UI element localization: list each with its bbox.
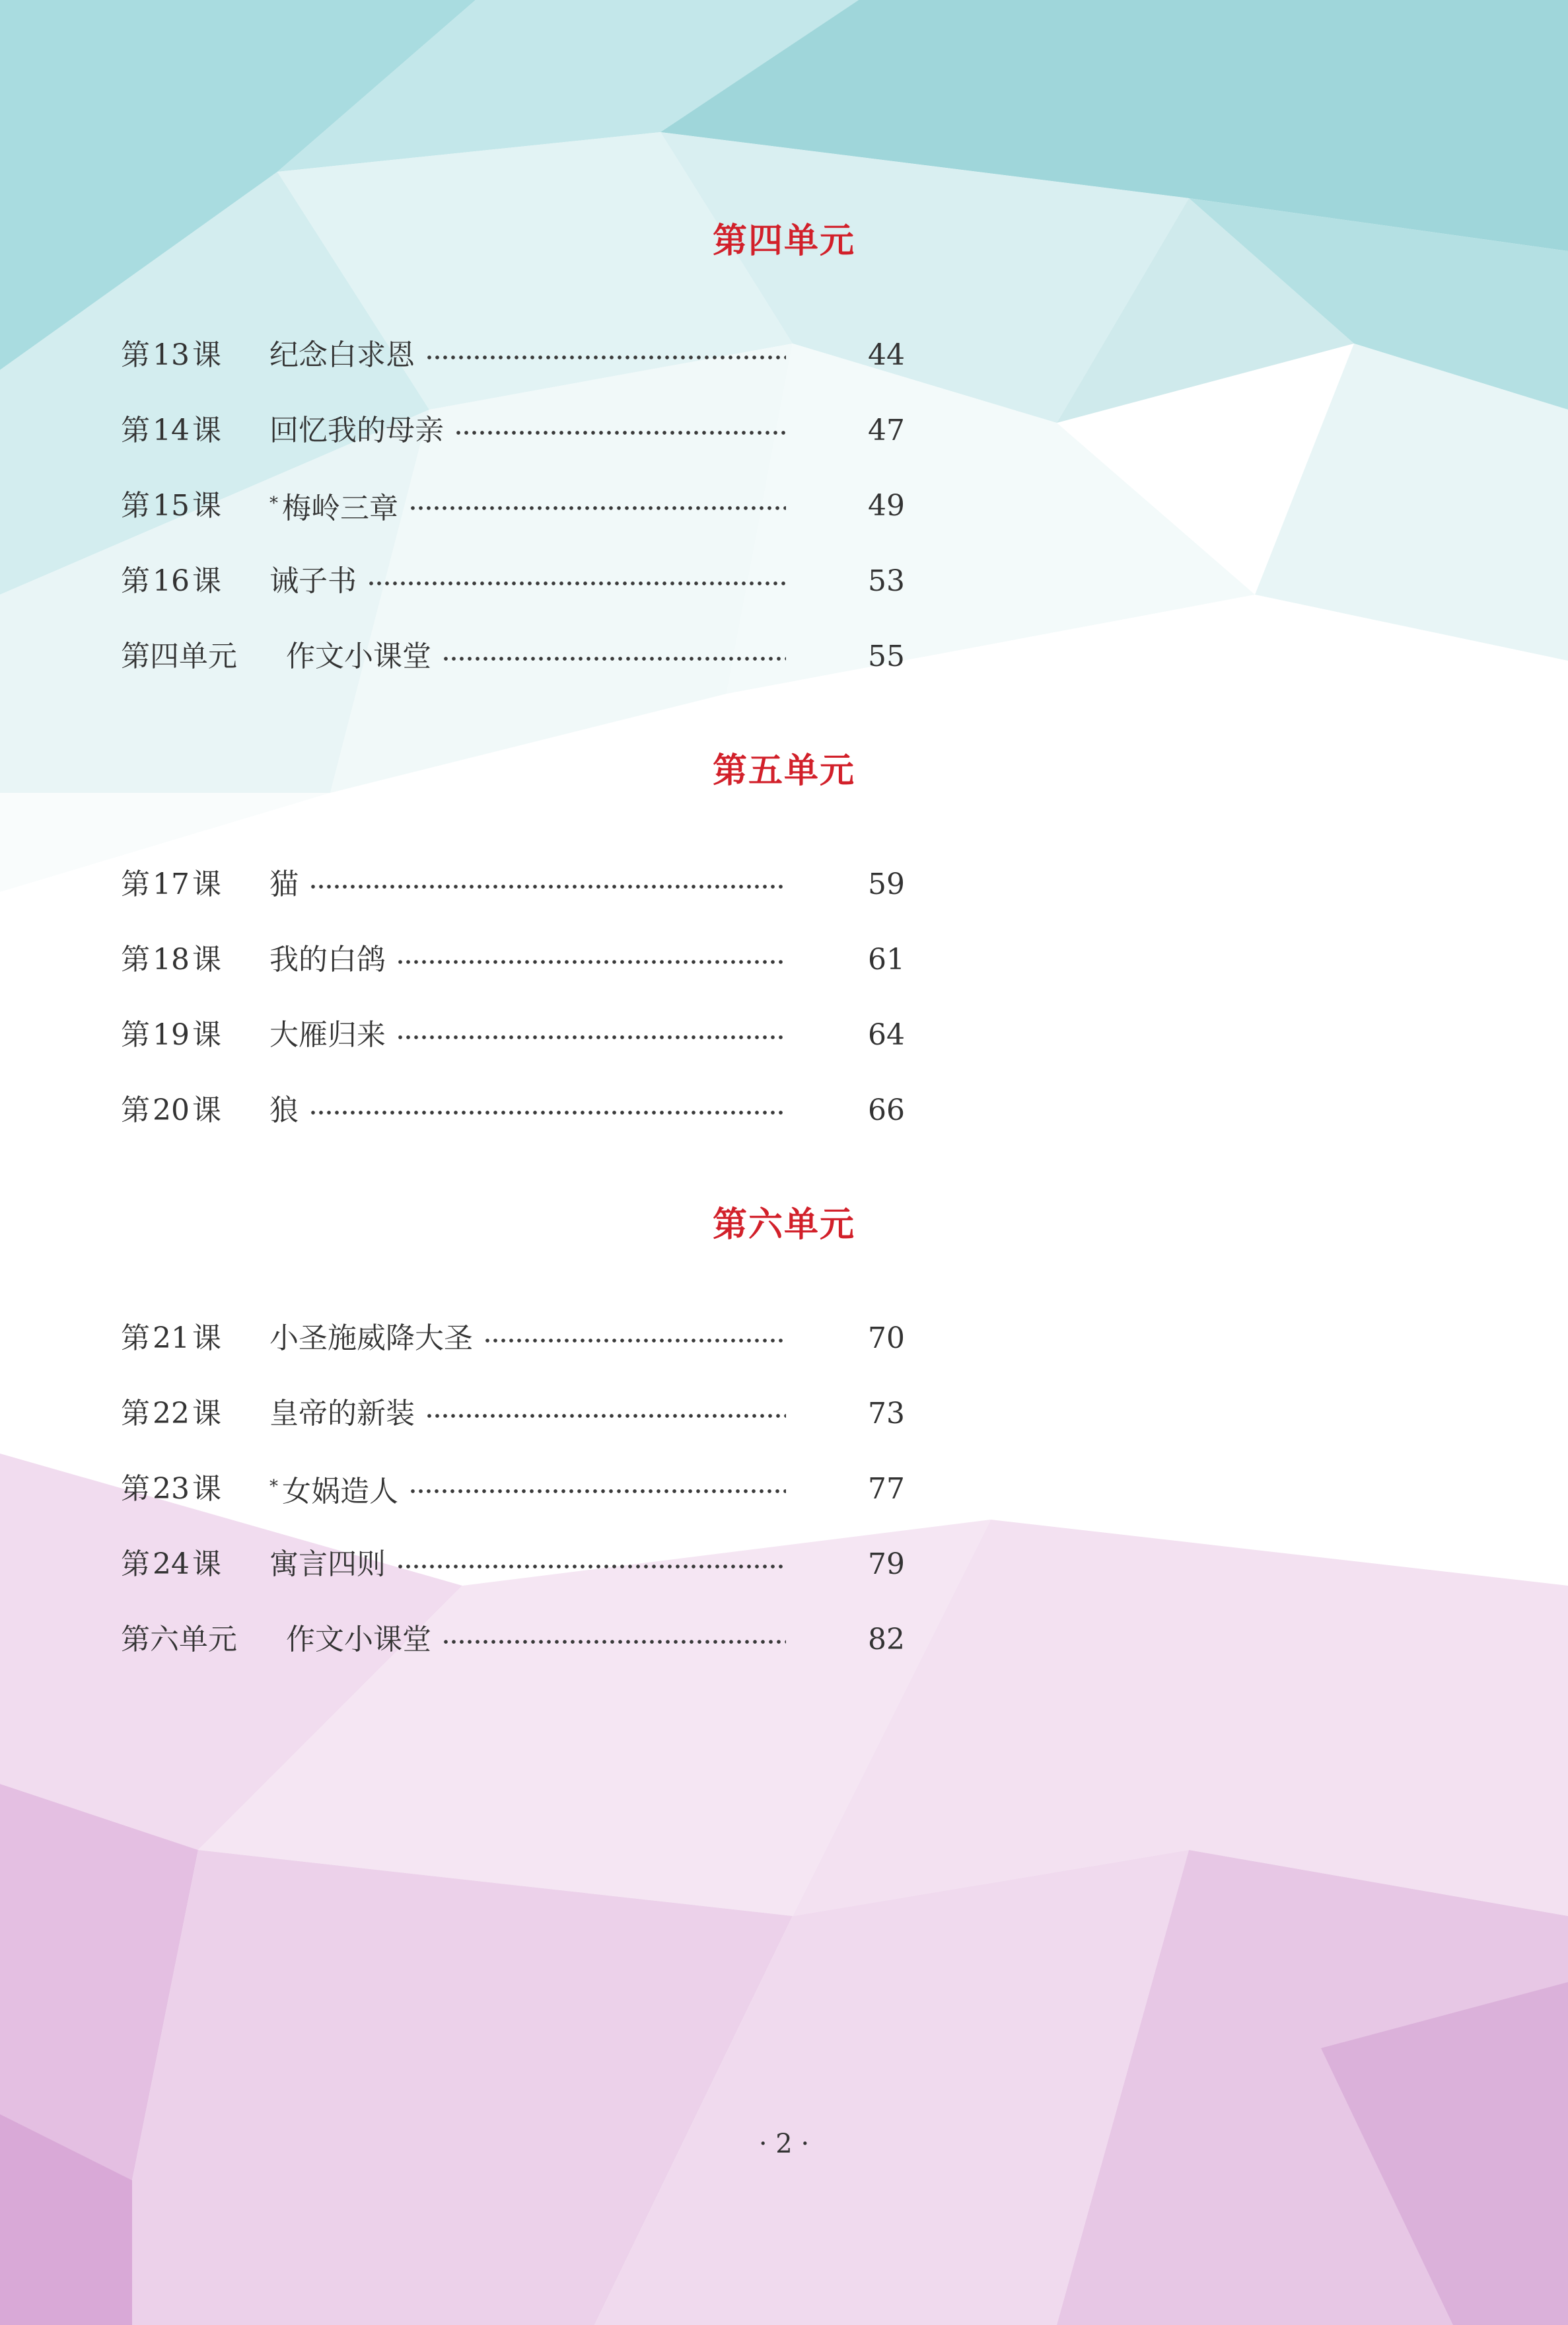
page-number: 70	[868, 1321, 905, 1355]
page-number: 61	[868, 943, 905, 977]
toc-entry-composition[interactable]	[121, 1620, 905, 1660]
optional-marker: *	[269, 494, 278, 513]
lesson-label: 第22课	[121, 1397, 221, 1430]
entry-title: 作文小课堂	[286, 1623, 431, 1656]
dot-leader	[454, 430, 786, 435]
entry-title: 大雁归来	[269, 1018, 386, 1052]
entry-title: 皇帝的新装	[269, 1397, 415, 1430]
entry-title: 小圣施威降大圣	[269, 1321, 473, 1355]
toc-entry[interactable]	[121, 336, 905, 375]
page-number: 79	[868, 1547, 905, 1581]
toc-entry[interactable]	[121, 411, 905, 451]
dot-leader	[409, 1489, 786, 1494]
dot-leader	[442, 656, 786, 661]
page-number: 82	[868, 1623, 905, 1656]
dot-leader	[483, 1338, 786, 1343]
toc-entry[interactable]	[121, 1319, 905, 1358]
section-title: 第六单元	[712, 1205, 855, 1245]
dot-leader	[396, 1035, 786, 1040]
lesson-label: 第19课	[121, 1018, 221, 1052]
section-title: 第四单元	[712, 221, 855, 261]
dot-leader	[425, 1413, 786, 1419]
toc-entry[interactable]	[121, 940, 905, 980]
page-number: 53	[868, 564, 905, 598]
page-number: 44	[868, 338, 905, 372]
entry-title: 猫	[269, 867, 299, 901]
toc-entry[interactable]	[121, 1469, 905, 1509]
lesson-label: 第21课	[121, 1321, 221, 1355]
toc-entry[interactable]	[121, 562, 905, 601]
lesson-label: 第15课	[121, 489, 221, 523]
entry-title: 回忆我的母亲	[269, 414, 444, 447]
dot-leader	[442, 1639, 786, 1644]
page-number: 73	[868, 1397, 905, 1430]
page-number: 47	[868, 414, 905, 447]
lesson-label: 第16课	[121, 564, 221, 598]
entry-title: 纪念白求恩	[269, 338, 415, 372]
toc-entry[interactable]	[121, 1394, 905, 1434]
optional-marker: *	[269, 1477, 278, 1496]
toc-entry[interactable]	[121, 1091, 905, 1130]
dot-leader	[396, 959, 786, 965]
dot-leader	[367, 581, 786, 586]
lesson-label: 第24课	[121, 1547, 221, 1581]
dot-leader	[396, 1564, 786, 1569]
entry-title: 寓言四则	[269, 1547, 386, 1581]
entry-title: * 女娲造人	[269, 1475, 398, 1508]
entry-title: 狼	[269, 1093, 299, 1127]
page-number: 55	[868, 640, 905, 673]
lesson-label: 第13课	[121, 338, 221, 372]
section-title: 第五单元	[712, 751, 855, 791]
lesson-label: 第14课	[121, 414, 221, 447]
toc-entry[interactable]	[121, 865, 905, 904]
toc-entry-composition[interactable]	[121, 637, 905, 677]
page-number: 49	[868, 489, 905, 523]
dot-leader	[309, 884, 786, 889]
dot-leader	[309, 1110, 786, 1115]
dot-leader	[409, 505, 786, 511]
entry-title: 我的白鸽	[269, 943, 386, 977]
entry-title: 诫子书	[269, 564, 357, 598]
unit-label: 第六单元	[121, 1623, 237, 1656]
page-footer-number: · 2 ·	[758, 2129, 810, 2159]
entry-title: * 梅岭三章	[269, 492, 398, 525]
lesson-label: 第17课	[121, 867, 221, 901]
toc-entry[interactable]	[121, 1545, 905, 1584]
page-number: 77	[868, 1472, 905, 1506]
lesson-label: 第18课	[121, 943, 221, 977]
page-number: 59	[868, 867, 905, 901]
page-number: 66	[868, 1093, 905, 1127]
toc-entry[interactable]	[121, 486, 905, 526]
entry-title: 作文小课堂	[286, 640, 431, 673]
dot-leader	[425, 355, 786, 360]
lesson-label: 第20课	[121, 1093, 221, 1127]
page-number: 64	[868, 1018, 905, 1052]
unit-label: 第四单元	[121, 640, 237, 673]
lesson-label: 第23课	[121, 1472, 221, 1506]
toc-entry[interactable]	[121, 1015, 905, 1055]
